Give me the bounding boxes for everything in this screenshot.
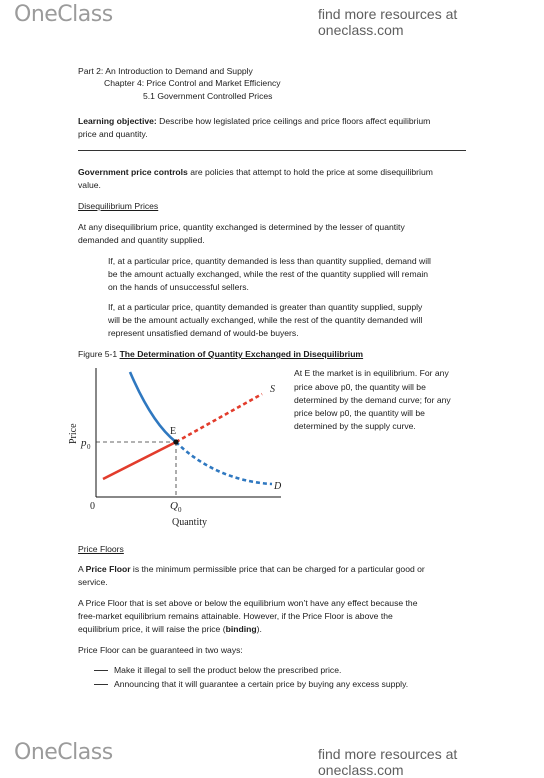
pf-def-term: Price Floor — [85, 564, 131, 574]
diseq-p3-l2: will be the amount actually exchanged, while the rest of the quantity demanded will — [108, 315, 423, 325]
learning-objective-cont: price and quantity. — [78, 129, 148, 139]
q0-label — [170, 500, 182, 514]
pf-bullet-1 — [94, 663, 341, 678]
diseq-p3-l3: represent unsatisfied demand of would-be buyers. — [108, 328, 299, 338]
origin-label: 0 — [90, 501, 95, 512]
supply-curve-solid — [103, 442, 176, 479]
pf-def-pre: A — [78, 564, 86, 574]
objective-text: Describe how legislated price ceilings and price floors affect equilibrium — [156, 116, 431, 126]
supply-label: S — [270, 384, 275, 395]
q0-subscript: 0 — [178, 506, 182, 514]
header-logo[interactable]: OneClass — [14, 2, 113, 27]
quantity-axis-label: Quantity — [172, 517, 207, 528]
dash-bullet-icon — [94, 670, 108, 671]
pf-definition — [78, 562, 425, 577]
dash-bullet-icon — [94, 684, 108, 685]
figure-title: The Determination of Quantity Exchanged in Disequilibrium — [119, 349, 364, 359]
figure-note-1: At E the market is in equilibrium. For any — [294, 368, 449, 378]
footer-logo[interactable]: OneClass — [14, 740, 113, 765]
section-title: 5.1 Government Controlled Prices — [143, 91, 273, 101]
pf-p2-l3 — [78, 622, 262, 637]
diseq-p1-l1: At any disequilibrium price, quantity exchanged is determined by the lesser of quantity — [78, 222, 405, 232]
equilibrium-point — [173, 439, 178, 444]
figure-note-4: price below p0, the quantity will be — [294, 408, 425, 418]
gpc-text: are policies that attempt to hold the price at some disequilibrium — [187, 167, 433, 177]
pf-p2-l3-term: binding — [225, 624, 257, 634]
gpc-definition — [78, 165, 433, 180]
gpc-definition-cont: value. — [78, 180, 101, 190]
objective-label: Learning objective: — [78, 116, 157, 126]
price-axis-label: Price — [68, 423, 79, 444]
pf-p2-l1: A Price Floor that is set above or below the equilibrium won’t have any effect because the — [78, 598, 418, 608]
gpc-term: Government price controls — [78, 167, 188, 177]
p0-main: p — [81, 437, 87, 449]
pf-definition-cont: service. — [78, 577, 108, 587]
section-divider — [78, 150, 466, 151]
q0-main: Q — [170, 500, 178, 512]
diseq-heading: Disequilibrium Prices — [78, 201, 159, 211]
figure-label: Figure 5-1 — [78, 349, 120, 359]
p0-label — [80, 437, 91, 451]
pf-def-text: is the minimum permissible price that can be charged for a particular good or — [130, 564, 425, 574]
demand-curve-dashed — [176, 442, 272, 484]
figure-caption — [78, 347, 363, 362]
diseq-p2-l1: If, at a particular price, quantity demanded is less than quantity supplied, demand will — [108, 256, 431, 266]
pf-bullet-1-text: Make it illegal to sell the product below the prescribed price. — [114, 665, 342, 675]
part-title: Part 2: An Introduction to Demand and Supply — [78, 66, 253, 76]
pf-p2-l2: free-market equilibrium remains attainable. However, if the Price Floor is above the — [78, 611, 393, 621]
chapter-title: Chapter 4: Price Control and Market Efficiency — [104, 78, 281, 88]
pf-bullet-2 — [94, 677, 408, 692]
p0-subscript: 0 — [87, 443, 91, 451]
diseq-p3-l1: If, at a particular price, quantity demanded is greater than quantity supplied, supply — [108, 302, 423, 312]
pf-p2-l3-post: ). — [256, 624, 262, 634]
demand-label: D — [274, 481, 282, 492]
point-label: E — [170, 426, 177, 437]
figure-note-3: determined by the demand curve; for any — [294, 395, 451, 405]
supply-curve-dashed — [176, 394, 262, 442]
pf-heading: Price Floors — [78, 544, 124, 554]
figure-note-5: determined by the supply curve. — [294, 421, 416, 431]
diseq-p2-l3: on the hands of unsuccessful sellers. — [108, 282, 249, 292]
header-resources-link[interactable]: find more resources at oneclass.com — [318, 6, 458, 38]
diseq-p2-l2: be the amount actually exchanged, while the rest of the quantity supplied will remain — [108, 269, 429, 279]
pf-p2-l3-pre: equilibrium price, it will raise the price ( — [78, 624, 226, 634]
footer-resources-link[interactable]: find more resources at oneclass.com — [318, 746, 458, 778]
pf-bullet-2-text: Announcing that it will guarantee a certain price by buying any excess supply. — [114, 679, 409, 689]
supply-demand-figure — [66, 362, 286, 532]
diseq-p1-l2: demanded and quantity supplied. — [78, 235, 205, 245]
figure-note-2: price above p0, the quantity will be — [294, 382, 426, 392]
pf-guarantee: Price Floor can be guaranteed in two ways: — [78, 645, 243, 655]
